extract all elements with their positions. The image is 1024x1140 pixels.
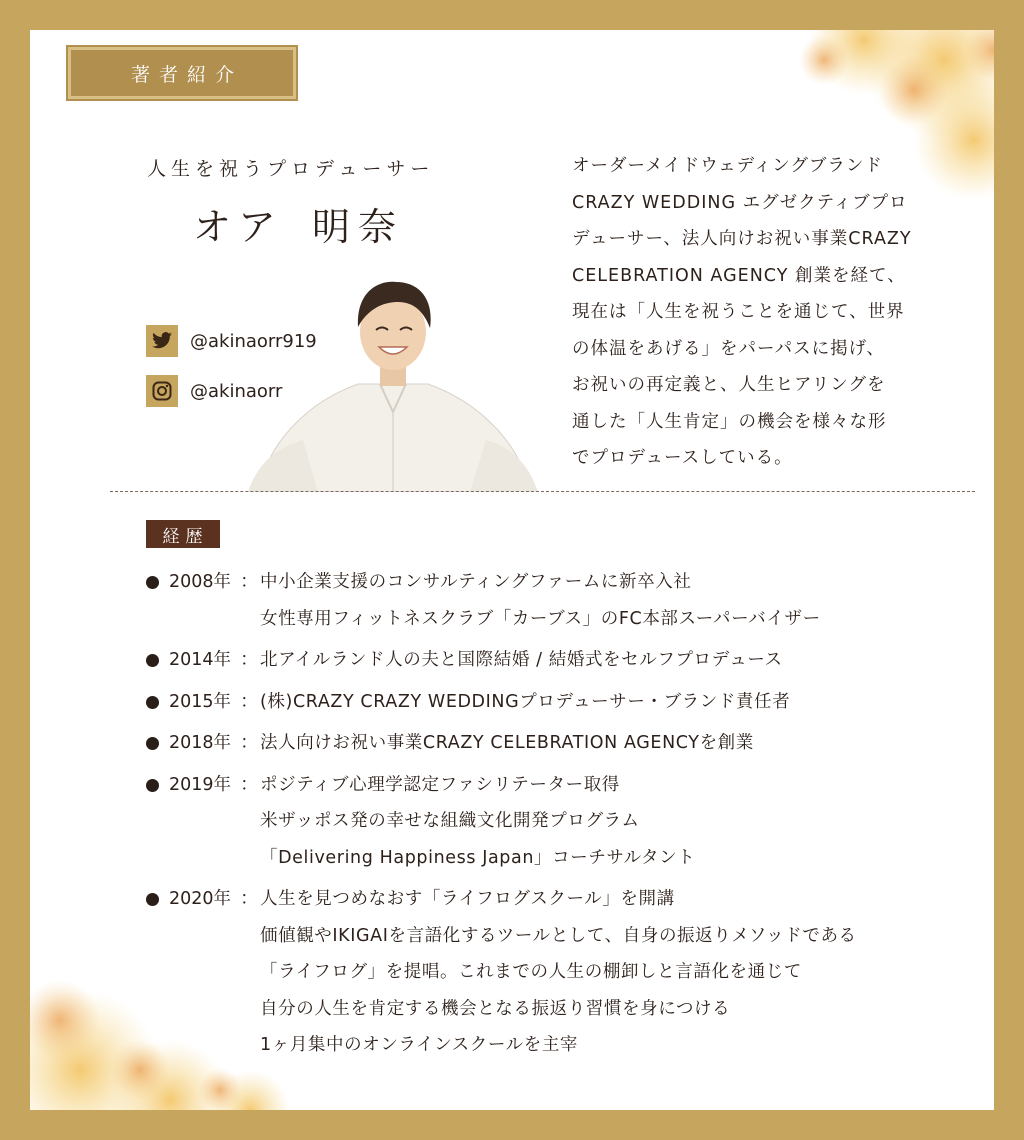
history-text: 価値観やIKIGAIを言語化するツールとして、自身の振返りメソッドである (260, 925, 857, 946)
history-colon: ： (240, 774, 258, 795)
history-text: 女性専用フィットネスクラブ「カーブス」のFC本部スーパーバイザー (260, 608, 821, 629)
history-item (146, 767, 966, 877)
history-text: 北アイルランド人の夫と国際結婚 / 結婚式をセルフプロデュース (260, 650, 783, 670)
history-item (146, 564, 966, 637)
history-text: ポジティブ心理学認定ファシリテーター取得 (260, 774, 620, 795)
author-photo (248, 272, 538, 492)
author-profile-card (30, 30, 994, 1110)
bio-line: CELEBRATION AGENCY 創業を経て、 (572, 265, 906, 286)
history-colon: ： (240, 889, 258, 909)
history-year: 2008年 (169, 572, 232, 592)
history-item (146, 642, 966, 679)
history-text: 1ヶ月集中のオンラインスクールを主宰 (260, 1035, 579, 1055)
bullet-dot-icon (146, 696, 159, 709)
twitter-handle: @akinaorr919 (190, 330, 317, 352)
bullet-dot-icon (146, 893, 159, 906)
history-colon: ： (240, 691, 258, 712)
section-title-tab: 著者紹介 (68, 47, 296, 99)
bio-line: でプロデュースしている。 (572, 448, 793, 468)
bio-line: 現在は「人生を祝うことを通じて、世界 (572, 302, 905, 322)
history-text: 「ライフログ」を提唱。これまでの人生の棚卸しと言語化を通じて (260, 962, 802, 982)
bio-line: オーダーメイドウェディングブランド (572, 156, 883, 176)
history-text: 法人向けお祝い事業CRAZY CELEBRATION AGENCYを創業 (260, 733, 754, 753)
history-year: 2020年 (169, 889, 232, 909)
bullet-dot-icon (146, 779, 159, 792)
history-item (146, 684, 966, 721)
history-item (146, 725, 966, 762)
history-year: 2014年 (169, 650, 232, 670)
history-item (146, 881, 966, 1064)
dashed-divider (110, 491, 975, 492)
history-colon: ： (240, 733, 258, 753)
history-text: 米ザッポス発の幸せな組織文化開発プログラム (260, 811, 640, 831)
history-year: 2015年 (169, 691, 232, 712)
history-list (146, 564, 966, 1069)
bio-line: デューサー、法人向けお祝い事業CRAZY (572, 229, 912, 249)
history-text: 自分の人生を肯定する機会となる振返り習慣を身につける (260, 998, 731, 1019)
history-colon: ： (240, 650, 258, 670)
author-bio (572, 148, 952, 477)
history-year: 2019年 (169, 774, 232, 795)
author-role: 人生を祝うプロデューサー (147, 158, 435, 180)
bio-line: 通した「人生肯定」の機会を様々な形 (572, 411, 887, 432)
bio-line: お祝いの再定義と、人生ヒアリングを (572, 375, 886, 395)
bio-line: CRAZY WEDDING エグゼクティブプロ (572, 192, 908, 213)
history-text: (株)CRAZY CRAZY WEDDINGプロデューサー・ブランド責任者 (260, 691, 791, 712)
history-text: 「Delivering Happiness Japan」コーチサルタント (260, 847, 696, 868)
history-year: 2018年 (169, 733, 232, 753)
bullet-dot-icon (146, 576, 159, 589)
history-text: 人生を見つめなおす「ライフログスクール」を開講 (260, 889, 675, 909)
bullet-dot-icon (146, 737, 159, 750)
twitter-icon (146, 325, 178, 357)
history-label: 経歴 (146, 520, 220, 548)
author-name: オア 明奈 (193, 205, 404, 249)
history-text: 中小企業支援のコンサルティングファームに新卒入社 (260, 572, 692, 592)
bio-line: の体温をあげる」をパーパスに掲げ、 (572, 338, 885, 359)
instagram-icon (146, 375, 178, 407)
instagram-handle: @akinaorr (190, 380, 283, 402)
history-colon: ： (240, 572, 258, 592)
bullet-dot-icon (146, 654, 159, 667)
